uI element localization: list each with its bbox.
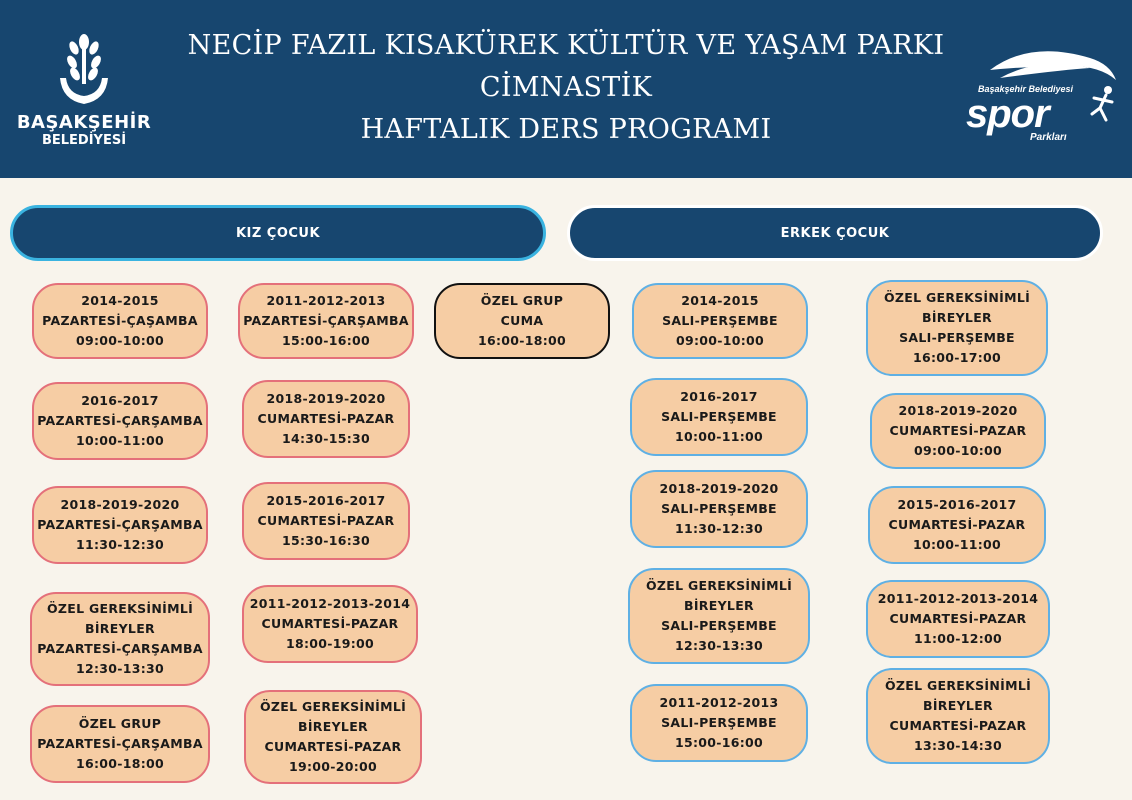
logo-small-text: Başakşehir Belediyesi [978,84,1074,94]
schedule-card [244,690,422,784]
card-line: PAZARTESİ-ÇARŞAMBA [37,413,203,428]
card-line: 2015-2016-2017 [266,493,386,508]
card-line: 16:00-18:00 [477,333,567,348]
card-line: CUMARTESİ-PAZAR [889,611,1027,626]
spor-parklari-logo [960,40,1120,143]
card-line: 11:30-12:30 [674,521,764,536]
card-line: 19:00-20:00 [288,759,378,774]
card-line: 12:30-13:30 [75,661,165,676]
card-line: 2018-2019-2020 [266,391,386,406]
card-line: 10:00-11:00 [674,429,764,444]
card-line: 2018-2019-2020 [60,497,180,512]
card-line: PAZARTESİ-ÇARŞAMBA [37,736,203,751]
card-line: 14:30-15:30 [281,431,371,446]
card-line: 15:00-16:00 [674,735,764,750]
schedule-card [628,568,810,664]
card-line: 09:00-10:00 [913,443,1003,458]
card-line: 18:00-19:00 [285,636,375,651]
card-line: SALI-PERŞEMBE [899,330,1015,345]
card-line: 2015-2016-2017 [897,497,1017,512]
card-line: SALI-PERŞEMBE [661,715,777,730]
card-line: PAZARTESİ-ÇARŞAMBA [243,313,409,328]
card-line: CUMARTESİ-PAZAR [889,423,1027,438]
card-line: 11:30-12:30 [75,537,165,552]
schedule-card [238,283,414,359]
card-line: 2014-2015 [681,293,759,308]
card-line: 2011-2012-2013-2014 [249,596,411,611]
card-line: 2016-2017 [81,393,159,408]
card-line: SALI-PERŞEMBE [661,409,777,424]
schedule-card [32,382,208,460]
schedule-card [866,580,1050,658]
title-line-3: HAFTALIK DERS PROGRAMI [360,114,772,145]
card-line: 2014-2015 [81,293,159,308]
logo-name-line1: BAŞAKŞEHİR [16,112,152,133]
card-line: CUMA [500,313,544,328]
title-line-1: NECİP FAZIL KISAKÜREK KÜLTÜR VE YAŞAM PARKI [187,30,945,61]
schedule-card [30,705,210,783]
card-line: BİREYLER [85,621,155,636]
card-line: 2018-2019-2020 [898,403,1018,418]
card-line: SALI-PERŞEMBE [661,501,777,516]
card-line: ÖZEL GEREKSİNİMLİ [645,578,793,593]
card-line: BİREYLER [922,310,992,325]
schedule-card [630,470,808,548]
card-line: 16:00-18:00 [75,756,165,771]
header-banner [0,0,1132,178]
card-line: PAZARTESİ-ÇAŞAMBA [42,313,198,328]
card-line: 09:00-10:00 [75,333,165,348]
card-line: 15:00-16:00 [281,333,371,348]
card-line: ÖZEL GRUP [480,293,564,308]
card-line: 12:30-13:30 [674,638,764,653]
schedule-card [242,585,418,663]
schedule-card [866,280,1048,376]
schedule-card [434,283,610,359]
card-line: 09:00-10:00 [675,333,765,348]
card-line: ÖZEL GEREKSİNİMLİ [259,699,407,714]
card-line: SALI-PERŞEMBE [661,618,777,633]
card-line: ÖZEL GEREKSİNİMLİ [883,290,1031,305]
card-line: CUMARTESİ-PAZAR [257,411,395,426]
schedule-card [868,486,1046,564]
card-line: PAZARTESİ-ÇARŞAMBA [37,641,203,656]
title-line-2: CİMNASTİK [479,72,653,103]
schedule-card [242,380,410,458]
card-line: CUMARTESİ-PAZAR [889,718,1027,733]
card-line: 2011-2012-2013 [659,695,779,710]
card-line: ÖZEL GRUP [78,716,162,731]
section-boys: ERKEK ÇOCUK [567,205,1103,261]
card-line: 2011-2012-2013 [266,293,386,308]
schedule-card [30,592,210,686]
schedule-card [242,482,410,560]
schedule-card [870,393,1046,469]
card-line: BİREYLER [298,719,368,734]
schedule-card [630,684,808,762]
card-line: 10:00-11:00 [75,433,165,448]
card-line: 15:30-16:30 [281,533,371,548]
card-line: SALI-PERŞEMBE [662,313,778,328]
section-girls: KIZ ÇOCUK [10,205,546,261]
schedule-card [866,668,1050,764]
card-line: 13:30-14:30 [913,738,1003,753]
schedule-card [632,283,808,359]
card-line: CUMARTESİ-PAZAR [264,739,402,754]
card-line: CUMARTESİ-PAZAR [257,513,395,528]
card-line: 16:00-17:00 [912,350,1002,365]
card-line: 11:00-12:00 [913,631,1003,646]
card-line: 2011-2012-2013-2014 [877,591,1039,606]
logo-name-line2: BELEDİYESİ [41,133,127,148]
card-line: ÖZEL GEREKSİNİMLİ [884,678,1032,693]
logo-spor-text: spor [966,92,1049,136]
card-line: 10:00-11:00 [912,537,1002,552]
card-line: CUMARTESİ-PAZAR [888,517,1026,532]
schedule-card [630,378,808,456]
card-line: 2016-2017 [680,389,758,404]
logo-parklari-text: Parkları [1030,132,1067,143]
card-line: PAZARTESİ-ÇARŞAMBA [37,517,203,532]
card-line: BİREYLER [684,598,754,613]
card-line: CUMARTESİ-PAZAR [261,616,399,631]
card-line: BİREYLER [923,698,993,713]
schedule-card [32,486,208,564]
schedule-card [32,283,208,359]
card-line: ÖZEL GEREKSİNİMLİ [46,601,194,616]
card-line: 2018-2019-2020 [659,481,779,496]
